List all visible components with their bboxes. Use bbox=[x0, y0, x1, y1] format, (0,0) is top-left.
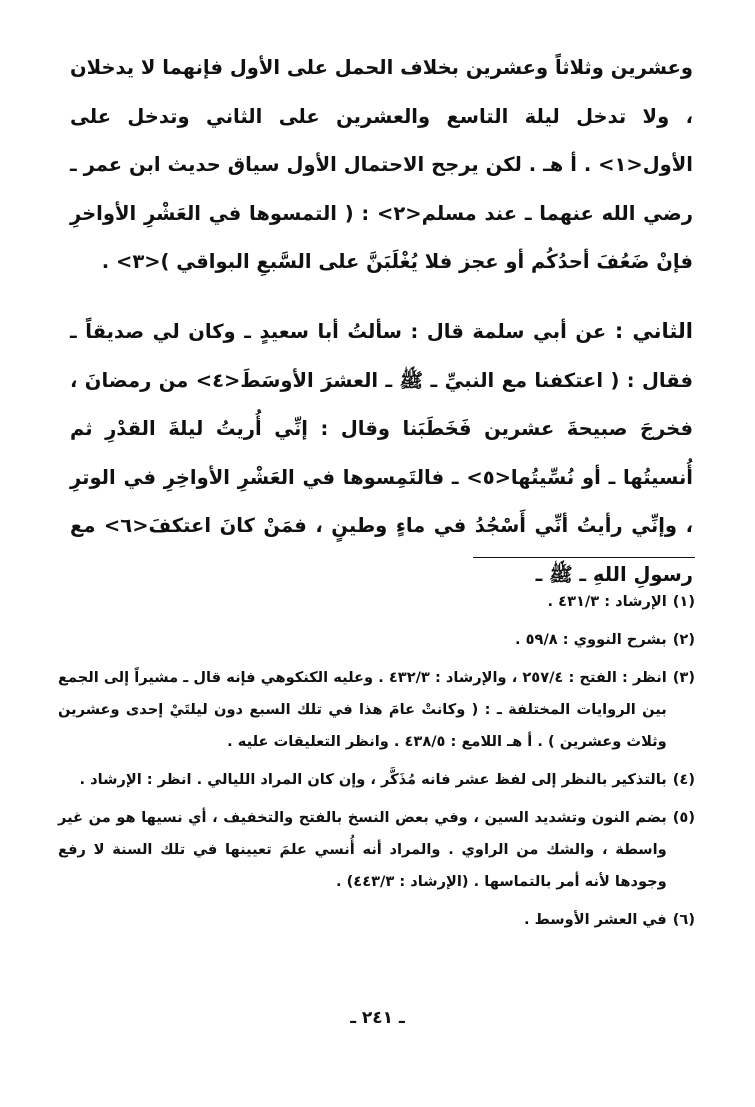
footnote-number: (٢) bbox=[672, 631, 695, 648]
paragraph-2-text: عن أبي سلمة قال : سألتُ أبا سعيدٍ ـ وكان لي صديقاً ـ فقال : ( اعتكفنا مع النبيِّ ـ ﷺ ـ العشرَ الأوسَطَ<٤> من رمضانَ ، فخرجَ صبيحةَ عشرين فَخَطَبَنا وقال : إنِّي أُريتُ ليلةَ القدْرِ ثم أُنسيتُها ـ أو نُسِّيتُها<٥> ـ فالتَمِسوها في العَشْرِ الأواخِرِ في الوترِ ، وإنِّي رأيتُ أنِّي أَسْجُدُ في ماءٍ وطينٍ ، فمَنْ كانَ اعتكفَ<٦> مع رسولِ اللهِ ـ ﷺ ـ bbox=[70, 319, 694, 586]
footnote-number: (٥) bbox=[672, 809, 695, 826]
footnotes bbox=[58, 586, 695, 936]
paragraph-2 bbox=[70, 307, 693, 600]
footnote-separator bbox=[473, 557, 695, 558]
footnote-text: بشرح النووي : ٥٩/٨ . bbox=[515, 631, 667, 648]
footnote-text: بالتذكير بالنظر إلى لفظ عشر فانه مُذَكَّر ، وإن كان المراد الليالي . انظر : الإرشاد . bbox=[79, 771, 667, 788]
footnote-text: الإرشاد : ٤٣١/٣ . bbox=[547, 593, 667, 610]
footnote bbox=[58, 904, 695, 936]
footnote-number: (١) bbox=[672, 593, 695, 610]
footnote-text: في العشر الأوسط . bbox=[524, 911, 667, 928]
paragraph-2-lead: الثاني : bbox=[614, 318, 694, 343]
footnote-number: (٣) bbox=[672, 669, 695, 686]
footnote bbox=[58, 662, 695, 758]
page-number: ـ ٢٤١ ـ bbox=[350, 1008, 405, 1028]
main-text bbox=[70, 44, 693, 600]
paragraph-1: وعشرين وثلاثاً وعشرين بخلاف الحمل على الأول فإنهما لا يدخلان ، ولا تدخل ليلة التاسع والعشرين على الثاني وتدخل على الأول<١> . أ هـ . لكن يرجح الاحتمال الأول سياق حديث ابن عمر ـ رضي الله عنهما ـ عند مسلم<٢> : ( التمسوها في العَشْرِ الأواخرِ فإنْ ضَعُفَ أحدُكُم أو عجز فلا يُغْلَبَنَّ على السَّبعِ البواقي )<٣> . bbox=[70, 56, 693, 274]
footnote-text: انظر : الفتح : ٢٥٧/٤ ، والإرشاد : ٤٣٢/٣ . وعليه الكنكوهي فإنه قال ـ مشيراً إلى الجمع بين الروايات المختلفة ـ : ( وكانتْ عامَ هذا في تلك السبع دون ليلتَيْ إحدى وعشرين وثلاث وعشرين ) . أ هـ اللامع : ٤٣٨/٥ . وانظر التعليقات عليه . bbox=[58, 669, 667, 750]
footnote-text: بضم النون وتشديد السين ، وفي بعض النسخ بالفتح والتخفيف ، أي نسيها هو من غير واسطة ، والشك من الراوي . والمراد أنه أُنسي علمَ تعيينها في تلك السنة لا رفع وجودها لأنه أمر بالتماسها . (الإرشاد : ٤٤٣/٣) . bbox=[58, 809, 667, 890]
footnote bbox=[58, 802, 695, 898]
footnote-number: (٤) bbox=[672, 771, 695, 788]
footnote bbox=[58, 624, 695, 656]
footnote bbox=[58, 764, 695, 796]
footnote bbox=[58, 586, 695, 618]
footnote-number: (٦) bbox=[672, 911, 695, 928]
